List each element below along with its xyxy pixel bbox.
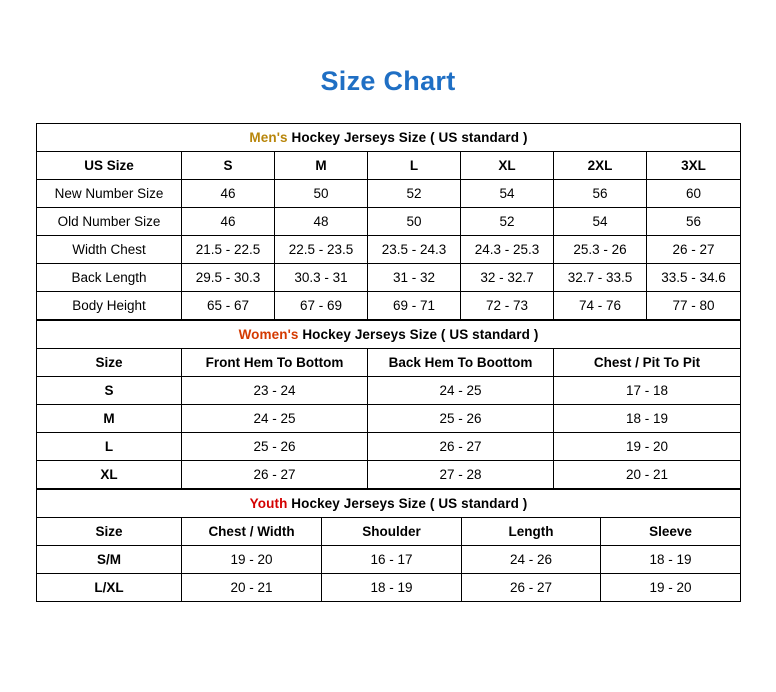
youth-row-1-cell-0: 20 - 21 (182, 574, 322, 602)
womens-row-3-label: XL (37, 461, 182, 489)
table-row (37, 461, 741, 489)
womens-row-1-cell-1: 25 - 26 (368, 405, 554, 433)
mens-header-rest: Hockey Jerseys Size ( US standard ) (287, 130, 528, 145)
mens-col-0: US Size (37, 152, 182, 180)
table-section-header-row (37, 124, 741, 152)
mens-row-4-cell-4: 74 - 76 (554, 292, 647, 320)
table-row (37, 574, 741, 602)
mens-row-3-cell-5: 33.5 - 34.6 (647, 264, 741, 292)
mens-row-2-cell-5: 26 - 27 (647, 236, 741, 264)
mens-row-3-cell-0: 29.5 - 30.3 (182, 264, 275, 292)
mens-section-header (37, 124, 741, 152)
youth-col-3: Length (462, 518, 601, 546)
mens-row-0-cell-1: 50 (275, 180, 368, 208)
mens-row-0-cell-5: 60 (647, 180, 741, 208)
womens-row-1-cell-2: 18 - 19 (554, 405, 741, 433)
table-row (37, 292, 741, 320)
table-row (37, 546, 741, 574)
youth-header-rest: Hockey Jerseys Size ( US standard ) (287, 496, 528, 511)
table-row (37, 264, 741, 292)
table-header-row (37, 349, 741, 377)
youth-col-4: Sleeve (601, 518, 741, 546)
mens-col-1: S (182, 152, 275, 180)
mens-row-1-cell-1: 48 (275, 208, 368, 236)
mens-header-accent: Men's (249, 130, 288, 145)
mens-row-3-cell-4: 32.7 - 33.5 (554, 264, 647, 292)
mens-row-4-cell-0: 65 - 67 (182, 292, 275, 320)
womens-row-0-cell-1: 24 - 25 (368, 377, 554, 405)
mens-row-2-cell-0: 21.5 - 22.5 (182, 236, 275, 264)
table-row (37, 377, 741, 405)
mens-row-1-cell-3: 52 (461, 208, 554, 236)
mens-col-3: L (368, 152, 461, 180)
mens-row-2-cell-3: 24.3 - 25.3 (461, 236, 554, 264)
mens-row-4-cell-1: 67 - 69 (275, 292, 368, 320)
mens-row-0-cell-3: 54 (461, 180, 554, 208)
youth-row-0-cell-1: 16 - 17 (322, 546, 462, 574)
womens-col-1: Front Hem To Bottom (182, 349, 368, 377)
mens-size-table (36, 123, 741, 320)
youth-col-1: Chest / Width (182, 518, 322, 546)
table-row (37, 433, 741, 461)
womens-col-2: Back Hem To Boottom (368, 349, 554, 377)
mens-row-3-label: Back Length (37, 264, 182, 292)
youth-section-header (37, 490, 741, 518)
mens-row-2-label: Width Chest (37, 236, 182, 264)
youth-size-table (36, 489, 741, 602)
table-section-header-row (37, 321, 741, 349)
size-tables (0, 123, 776, 602)
mens-col-2: M (275, 152, 368, 180)
table-row (37, 236, 741, 264)
youth-header-accent: Youth (249, 496, 288, 511)
mens-col-6: 3XL (647, 152, 741, 180)
youth-col-2: Shoulder (322, 518, 462, 546)
mens-row-1-cell-0: 46 (182, 208, 275, 236)
womens-row-1-label: M (37, 405, 182, 433)
mens-row-0-cell-4: 56 (554, 180, 647, 208)
womens-header-rest: Hockey Jerseys Size ( US standard ) (298, 327, 539, 342)
mens-row-2-cell-4: 25.3 - 26 (554, 236, 647, 264)
table-row (37, 208, 741, 236)
youth-row-1-cell-2: 26 - 27 (462, 574, 601, 602)
youth-row-0-label: S/M (37, 546, 182, 574)
womens-row-1-cell-0: 24 - 25 (182, 405, 368, 433)
mens-row-4-cell-5: 77 - 80 (647, 292, 741, 320)
womens-row-2-cell-2: 19 - 20 (554, 433, 741, 461)
mens-row-1-cell-4: 54 (554, 208, 647, 236)
mens-row-1-cell-5: 56 (647, 208, 741, 236)
table-header-row (37, 518, 741, 546)
youth-row-1-cell-1: 18 - 19 (322, 574, 462, 602)
table-row (37, 405, 741, 433)
mens-row-2-cell-1: 22.5 - 23.5 (275, 236, 368, 264)
mens-row-4-cell-3: 72 - 73 (461, 292, 554, 320)
mens-row-3-cell-3: 32 - 32.7 (461, 264, 554, 292)
womens-col-3: Chest / Pit To Pit (554, 349, 741, 377)
womens-row-0-cell-0: 23 - 24 (182, 377, 368, 405)
youth-row-1-cell-3: 19 - 20 (601, 574, 741, 602)
mens-row-0-cell-0: 46 (182, 180, 275, 208)
youth-row-0-cell-2: 24 - 26 (462, 546, 601, 574)
womens-col-0: Size (37, 349, 182, 377)
womens-size-table (36, 320, 741, 489)
womens-row-3-cell-2: 20 - 21 (554, 461, 741, 489)
mens-row-2-cell-2: 23.5 - 24.3 (368, 236, 461, 264)
youth-col-0: Size (37, 518, 182, 546)
page-title: Size Chart (320, 66, 456, 96)
womens-row-2-label: L (37, 433, 182, 461)
mens-row-1-cell-2: 50 (368, 208, 461, 236)
youth-row-0-cell-0: 19 - 20 (182, 546, 322, 574)
table-section-header-row (37, 490, 741, 518)
table-row (37, 180, 741, 208)
mens-col-4: XL (461, 152, 554, 180)
mens-row-0-cell-2: 52 (368, 180, 461, 208)
mens-row-0-label: New Number Size (37, 180, 182, 208)
womens-row-0-label: S (37, 377, 182, 405)
womens-row-2-cell-1: 26 - 27 (368, 433, 554, 461)
womens-row-3-cell-1: 27 - 28 (368, 461, 554, 489)
mens-col-5: 2XL (554, 152, 647, 180)
womens-section-header (37, 321, 741, 349)
womens-row-2-cell-0: 25 - 26 (182, 433, 368, 461)
womens-header-accent: Women's (238, 327, 299, 342)
table-header-row (37, 152, 741, 180)
mens-row-4-label: Body Height (37, 292, 182, 320)
mens-row-3-cell-1: 30.3 - 31 (275, 264, 368, 292)
mens-row-4-cell-2: 69 - 71 (368, 292, 461, 320)
womens-row-3-cell-0: 26 - 27 (182, 461, 368, 489)
youth-row-1-label: L/XL (37, 574, 182, 602)
mens-row-1-label: Old Number Size (37, 208, 182, 236)
womens-row-0-cell-2: 17 - 18 (554, 377, 741, 405)
youth-row-0-cell-3: 18 - 19 (601, 546, 741, 574)
mens-row-3-cell-2: 31 - 32 (368, 264, 461, 292)
